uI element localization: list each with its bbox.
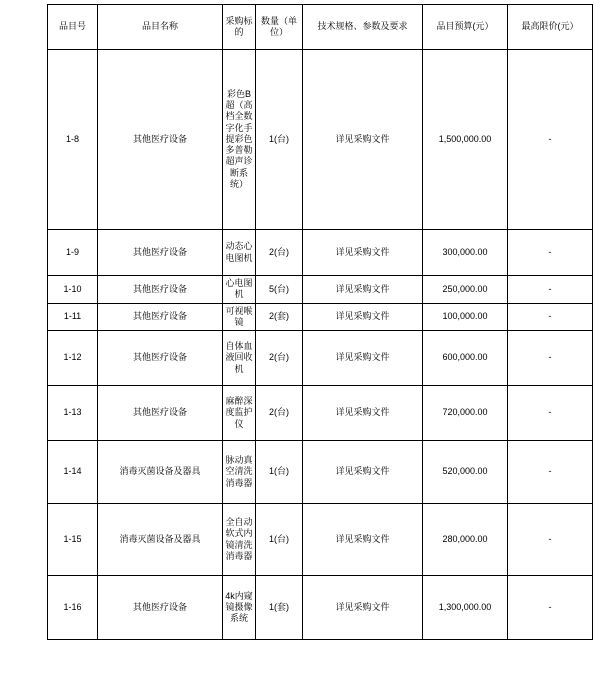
cell-specification: 详见采购文件 bbox=[303, 504, 423, 576]
cell-item-code: 1-8 bbox=[48, 50, 98, 230]
procurement-items-table bbox=[47, 4, 593, 640]
cell-item-code: 1-11 bbox=[48, 303, 98, 331]
cell-procurement-target: 脉动真空清洗消毒器 bbox=[223, 441, 256, 504]
cell-price-ceiling: - bbox=[508, 276, 593, 304]
cell-price-ceiling: - bbox=[508, 504, 593, 576]
cell-item-name: 其他医疗设备 bbox=[98, 276, 223, 304]
table-row bbox=[48, 303, 593, 331]
cell-specification: 详见采购文件 bbox=[303, 276, 423, 304]
table-row bbox=[48, 276, 593, 304]
cell-item-name: 其他医疗设备 bbox=[98, 230, 223, 276]
column-header-procurement-target: 采购标的 bbox=[223, 5, 256, 50]
cell-specification: 详见采购文件 bbox=[303, 331, 423, 386]
cell-procurement-target: 全自动软式内镜清洗消毒器 bbox=[223, 504, 256, 576]
cell-item-code: 1-15 bbox=[48, 504, 98, 576]
cell-budget: 100,000.00 bbox=[423, 303, 508, 331]
table-header-row bbox=[48, 5, 593, 50]
cell-item-code: 1-14 bbox=[48, 441, 98, 504]
cell-specification: 详见采购文件 bbox=[303, 303, 423, 331]
cell-quantity: 2(台) bbox=[256, 386, 303, 441]
cell-quantity: 2(台) bbox=[256, 230, 303, 276]
cell-item-code: 1-10 bbox=[48, 276, 98, 304]
cell-budget: 520,000.00 bbox=[423, 441, 508, 504]
cell-quantity: 1(台) bbox=[256, 441, 303, 504]
table-header bbox=[48, 5, 593, 50]
cell-quantity: 5(台) bbox=[256, 276, 303, 304]
cell-quantity: 1(台) bbox=[256, 50, 303, 230]
cell-procurement-target: 自体血液回收机 bbox=[223, 331, 256, 386]
table-row bbox=[48, 386, 593, 441]
cell-budget: 720,000.00 bbox=[423, 386, 508, 441]
column-header-price-ceiling: 最高限价(元） bbox=[508, 5, 593, 50]
cell-item-name: 其他医疗设备 bbox=[98, 50, 223, 230]
cell-item-code: 1-13 bbox=[48, 386, 98, 441]
table-row bbox=[48, 441, 593, 504]
table-row bbox=[48, 576, 593, 640]
cell-procurement-target: 可视喉镜 bbox=[223, 303, 256, 331]
cell-quantity: 1(台) bbox=[256, 504, 303, 576]
cell-procurement-target: 麻醉深度监护仪 bbox=[223, 386, 256, 441]
cell-procurement-target: 动态心电图机 bbox=[223, 230, 256, 276]
cell-price-ceiling: - bbox=[508, 303, 593, 331]
cell-item-name: 其他医疗设备 bbox=[98, 331, 223, 386]
cell-budget: 250,000.00 bbox=[423, 276, 508, 304]
cell-procurement-target: 心电图机 bbox=[223, 276, 256, 304]
table-row bbox=[48, 50, 593, 230]
cell-item-name: 其他医疗设备 bbox=[98, 386, 223, 441]
cell-specification: 详见采购文件 bbox=[303, 50, 423, 230]
cell-specification: 详见采购文件 bbox=[303, 386, 423, 441]
cell-item-code: 1-16 bbox=[48, 576, 98, 640]
table-body bbox=[48, 50, 593, 640]
cell-price-ceiling: - bbox=[508, 230, 593, 276]
column-header-item-code: 品目号 bbox=[48, 5, 98, 50]
cell-price-ceiling: - bbox=[508, 331, 593, 386]
cell-budget: 1,500,000.00 bbox=[423, 50, 508, 230]
cell-procurement-target: 彩色B超（高档全数字化手提彩色多普勒超声诊断系统） bbox=[223, 50, 256, 230]
cell-specification: 详见采购文件 bbox=[303, 230, 423, 276]
cell-budget: 300,000.00 bbox=[423, 230, 508, 276]
cell-item-name: 消毒灭菌设备及器具 bbox=[98, 504, 223, 576]
cell-item-name: 消毒灭菌设备及器具 bbox=[98, 441, 223, 504]
cell-budget: 1,300,000.00 bbox=[423, 576, 508, 640]
column-header-specification: 技术规格、参数及要求 bbox=[303, 5, 423, 50]
cell-quantity: 1(套) bbox=[256, 576, 303, 640]
cell-specification: 详见采购文件 bbox=[303, 441, 423, 504]
column-header-quantity: 数量（单位） bbox=[256, 5, 303, 50]
cell-budget: 600,000.00 bbox=[423, 331, 508, 386]
cell-price-ceiling: - bbox=[508, 386, 593, 441]
cell-budget: 280,000.00 bbox=[423, 504, 508, 576]
cell-quantity: 2(台) bbox=[256, 331, 303, 386]
table-row bbox=[48, 331, 593, 386]
table-row bbox=[48, 230, 593, 276]
cell-item-name: 其他医疗设备 bbox=[98, 303, 223, 331]
cell-price-ceiling: - bbox=[508, 576, 593, 640]
cell-item-name: 其他医疗设备 bbox=[98, 576, 223, 640]
cell-price-ceiling: - bbox=[508, 50, 593, 230]
cell-item-code: 1-9 bbox=[48, 230, 98, 276]
table-row bbox=[48, 504, 593, 576]
column-header-budget: 品目预算(元） bbox=[423, 5, 508, 50]
cell-item-code: 1-12 bbox=[48, 331, 98, 386]
column-header-item-name: 品目名称 bbox=[98, 5, 223, 50]
cell-quantity: 2(套) bbox=[256, 303, 303, 331]
cell-specification: 详见采购文件 bbox=[303, 576, 423, 640]
cell-procurement-target: 4k内窥镜摄像系统 bbox=[223, 576, 256, 640]
cell-price-ceiling: - bbox=[508, 441, 593, 504]
